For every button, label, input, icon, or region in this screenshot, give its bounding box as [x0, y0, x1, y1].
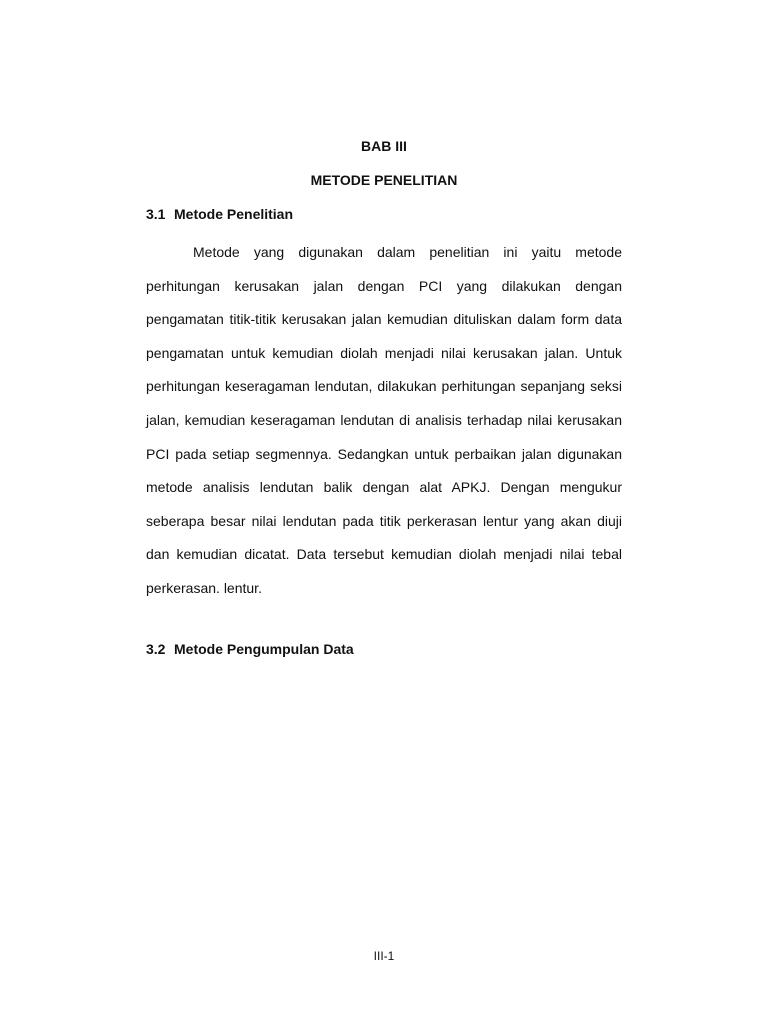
page-number: III-1: [373, 949, 395, 963]
chapter-label: BAB III: [361, 138, 407, 154]
section-title: Metode Penelitian: [174, 206, 294, 222]
chapter-title: METODE PENELITIAN: [310, 172, 458, 188]
section-title: Metode Pengumpulan Data: [174, 641, 354, 657]
section-number: 3.2: [146, 641, 166, 657]
body-paragraph: Metode yang digunakan dalam penelitian ini yaitu metode perhitungan kerusakan jalan dengan PCI yang dilakukan dengan pengamatan titik-titik kerusakan jalan kemudian dituliskan dalam form data pengamatan untuk kemudian diolah menjadi nilai kerusakan jalan. Untuk perhitungan keseragaman lendutan, dilakukan perhitungan sepanjang seksi jalan, kemudian keseragaman lendutan di analisis terhadap nilai kerusakan PCI pada setiap segmennya. Sedangkan untuk perbaikan jalan digunakan metode analisis lendutan balik dengan alat APKJ. Dengan mengukur seberapa besar nilai lendutan pada titik perkerasan lentur yang akan diuji dan kemudian dicatat. Data tersebut kemudian diolah menjadi nilai tebal perkerasan. lentur.: [146, 244, 622, 596]
section-number: 3.1: [146, 206, 166, 222]
section-heading-3-1: [146, 204, 293, 224]
section-heading-3-2: [146, 639, 354, 659]
